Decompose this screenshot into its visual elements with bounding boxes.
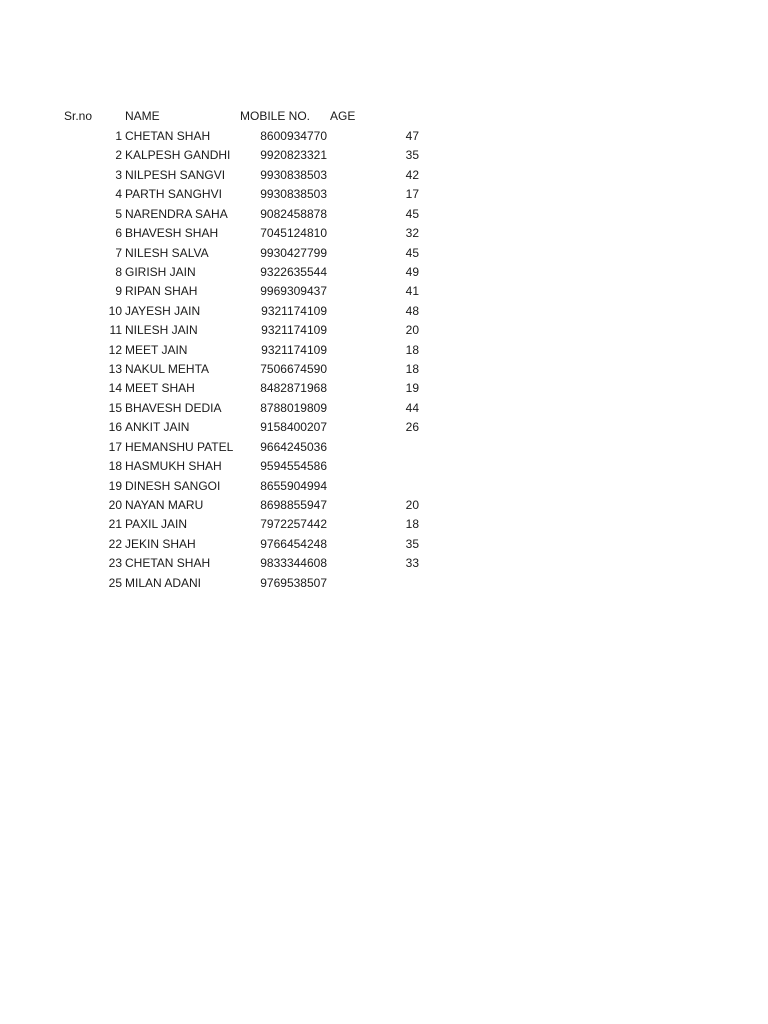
table-row	[0, 263, 768, 282]
cell-mobile: 9158400207	[260, 420, 327, 435]
cell-age: 35	[405, 148, 419, 163]
cell-mobile: 9930838503	[260, 187, 327, 202]
table-row	[0, 302, 768, 321]
cell-mobile: 9321174109	[261, 323, 327, 338]
cell-sr-no: 4	[115, 187, 122, 202]
cell-age: 41	[405, 284, 419, 299]
cell-sr-no: 18	[108, 459, 122, 474]
cell-age: 17	[405, 187, 419, 202]
cell-mobile: 9969309437	[260, 284, 327, 299]
table-row	[0, 438, 768, 457]
cell-name: NARENDRA SAHA	[125, 206, 228, 221]
cell-mobile: 9594554586	[260, 459, 327, 474]
cell-name: HEMANSHU PATEL	[125, 439, 234, 454]
cell-mobile: 9930838503	[260, 167, 327, 182]
cell-mobile: 8482871968	[260, 381, 327, 396]
table-row	[0, 379, 768, 398]
cell-age: 45	[405, 245, 419, 260]
cell-name: CHETAN SHAH	[125, 556, 211, 571]
cell-mobile: 7972257442	[260, 517, 327, 532]
cell-sr-no: 17	[108, 439, 122, 454]
cell-sr-no: 21	[108, 517, 122, 532]
cell-mobile: 9664245036	[260, 439, 327, 454]
cell-name: NILPESH SANGVI	[125, 167, 226, 182]
cell-sr-no: 9	[115, 284, 122, 299]
table-row	[0, 457, 768, 476]
cell-mobile: 9920823321	[260, 148, 327, 163]
table-row	[0, 496, 768, 515]
cell-name: MEET SHAH	[125, 381, 195, 396]
table-row	[0, 554, 768, 573]
cell-name: NAKUL MEHTA	[125, 362, 210, 377]
cell-sr-no: 2	[115, 148, 122, 163]
cell-name: KALPESH GANDHI	[125, 148, 231, 163]
cell-age: 19	[405, 381, 419, 396]
cell-name: NILESH SALVA	[125, 245, 209, 260]
cell-name: HASMUKH SHAH	[125, 459, 222, 474]
cell-sr-no: 7	[115, 245, 122, 260]
cell-age: 20	[405, 323, 419, 338]
cell-mobile: 9321174109	[261, 342, 327, 357]
cell-sr-no: 22	[108, 536, 122, 551]
cell-mobile: 8600934770	[260, 129, 327, 143]
table-row	[0, 224, 768, 243]
cell-age: 45	[405, 206, 419, 221]
cell-age: 47	[405, 129, 419, 143]
table-row	[0, 477, 768, 496]
cell-age: 32	[405, 226, 419, 241]
cell-age: 26	[405, 420, 419, 435]
header-sr-no: Sr.no	[64, 109, 93, 123]
cell-mobile: 7045124810	[260, 226, 327, 241]
cell-sr-no: 12	[108, 342, 122, 357]
cell-sr-no: 11	[109, 323, 122, 338]
table-row	[0, 127, 768, 146]
cell-sr-no: 20	[108, 497, 122, 512]
cell-mobile: 9322635544	[260, 264, 327, 279]
cell-mobile: 9766454248	[260, 536, 327, 551]
cell-sr-no: 5	[115, 206, 122, 221]
cell-name: MILAN ADANI	[125, 575, 202, 590]
cell-mobile: 9930427799	[260, 245, 327, 260]
table-row	[0, 146, 768, 165]
cell-name: PARTH SANGHVI	[125, 187, 222, 202]
cell-sr-no: 25	[108, 575, 122, 590]
cell-name: MEET JAIN	[125, 342, 188, 357]
cell-mobile: 8698855947	[260, 497, 327, 512]
cell-sr-no: 6	[115, 226, 122, 241]
table-row	[0, 321, 768, 340]
cell-sr-no: 23	[108, 556, 122, 571]
table-row	[0, 244, 768, 263]
table-row	[0, 418, 768, 437]
cell-name: NILESH JAIN	[125, 323, 198, 338]
cell-mobile: 8788019809	[260, 400, 327, 415]
cell-name: DINESH SANGOI	[125, 478, 221, 493]
cell-name: BHAVESH SHAH	[125, 226, 219, 241]
cell-age: 33	[405, 556, 419, 571]
cell-sr-no: 16	[108, 420, 122, 435]
table-row	[0, 341, 768, 360]
table-row	[0, 515, 768, 534]
cell-sr-no: 8	[115, 264, 122, 279]
cell-name: ANKIT JAIN	[125, 420, 190, 435]
cell-age: 18	[405, 362, 419, 377]
cell-name: JEKIN SHAH	[125, 536, 196, 551]
cell-name: PAXIL JAIN	[125, 517, 188, 532]
cell-mobile: 7506674590	[260, 362, 327, 377]
cell-age: 35	[405, 536, 419, 551]
header-row	[0, 107, 768, 126]
cell-name: NAYAN MARU	[125, 497, 204, 512]
cell-age: 18	[405, 342, 419, 357]
cell-sr-no: 15	[108, 400, 122, 415]
cell-name: BHAVESH DEDIA	[125, 400, 222, 415]
cell-mobile: 9082458878	[260, 206, 327, 221]
cell-age: 20	[405, 497, 419, 512]
cell-mobile: 9321174109	[261, 303, 327, 318]
cell-name: JAYESH JAIN	[125, 303, 201, 318]
cell-age: 18	[405, 517, 419, 532]
header-age: AGE	[330, 109, 356, 123]
header-mobile: MOBILE NO.	[240, 109, 311, 123]
cell-sr-no: 3	[115, 167, 122, 182]
table-row	[0, 399, 768, 418]
cell-age: 42	[405, 167, 419, 182]
cell-sr-no: 14	[108, 381, 122, 396]
table-row	[0, 205, 768, 224]
cell-mobile: 9833344608	[260, 556, 327, 571]
cell-name: GIRISH JAIN	[125, 264, 196, 279]
cell-name: CHETAN SHAH	[125, 129, 211, 143]
cell-name: RIPAN SHAH	[125, 284, 198, 299]
table-row	[0, 574, 768, 593]
cell-sr-no: 19	[108, 478, 122, 493]
table-row	[0, 185, 768, 204]
table-row	[0, 360, 768, 379]
cell-age: 48	[405, 303, 419, 318]
table-row	[0, 282, 768, 301]
cell-age: 44	[405, 400, 419, 415]
cell-mobile: 8655904994	[260, 478, 327, 493]
cell-age: 49	[405, 264, 419, 279]
cell-mobile: 9769538507	[260, 575, 327, 590]
table-row	[0, 166, 768, 185]
cell-sr-no: 10	[108, 303, 122, 318]
header-name: NAME	[125, 109, 160, 123]
cell-sr-no: 1	[115, 129, 122, 143]
table-row	[0, 535, 768, 554]
cell-sr-no: 13	[108, 362, 122, 377]
